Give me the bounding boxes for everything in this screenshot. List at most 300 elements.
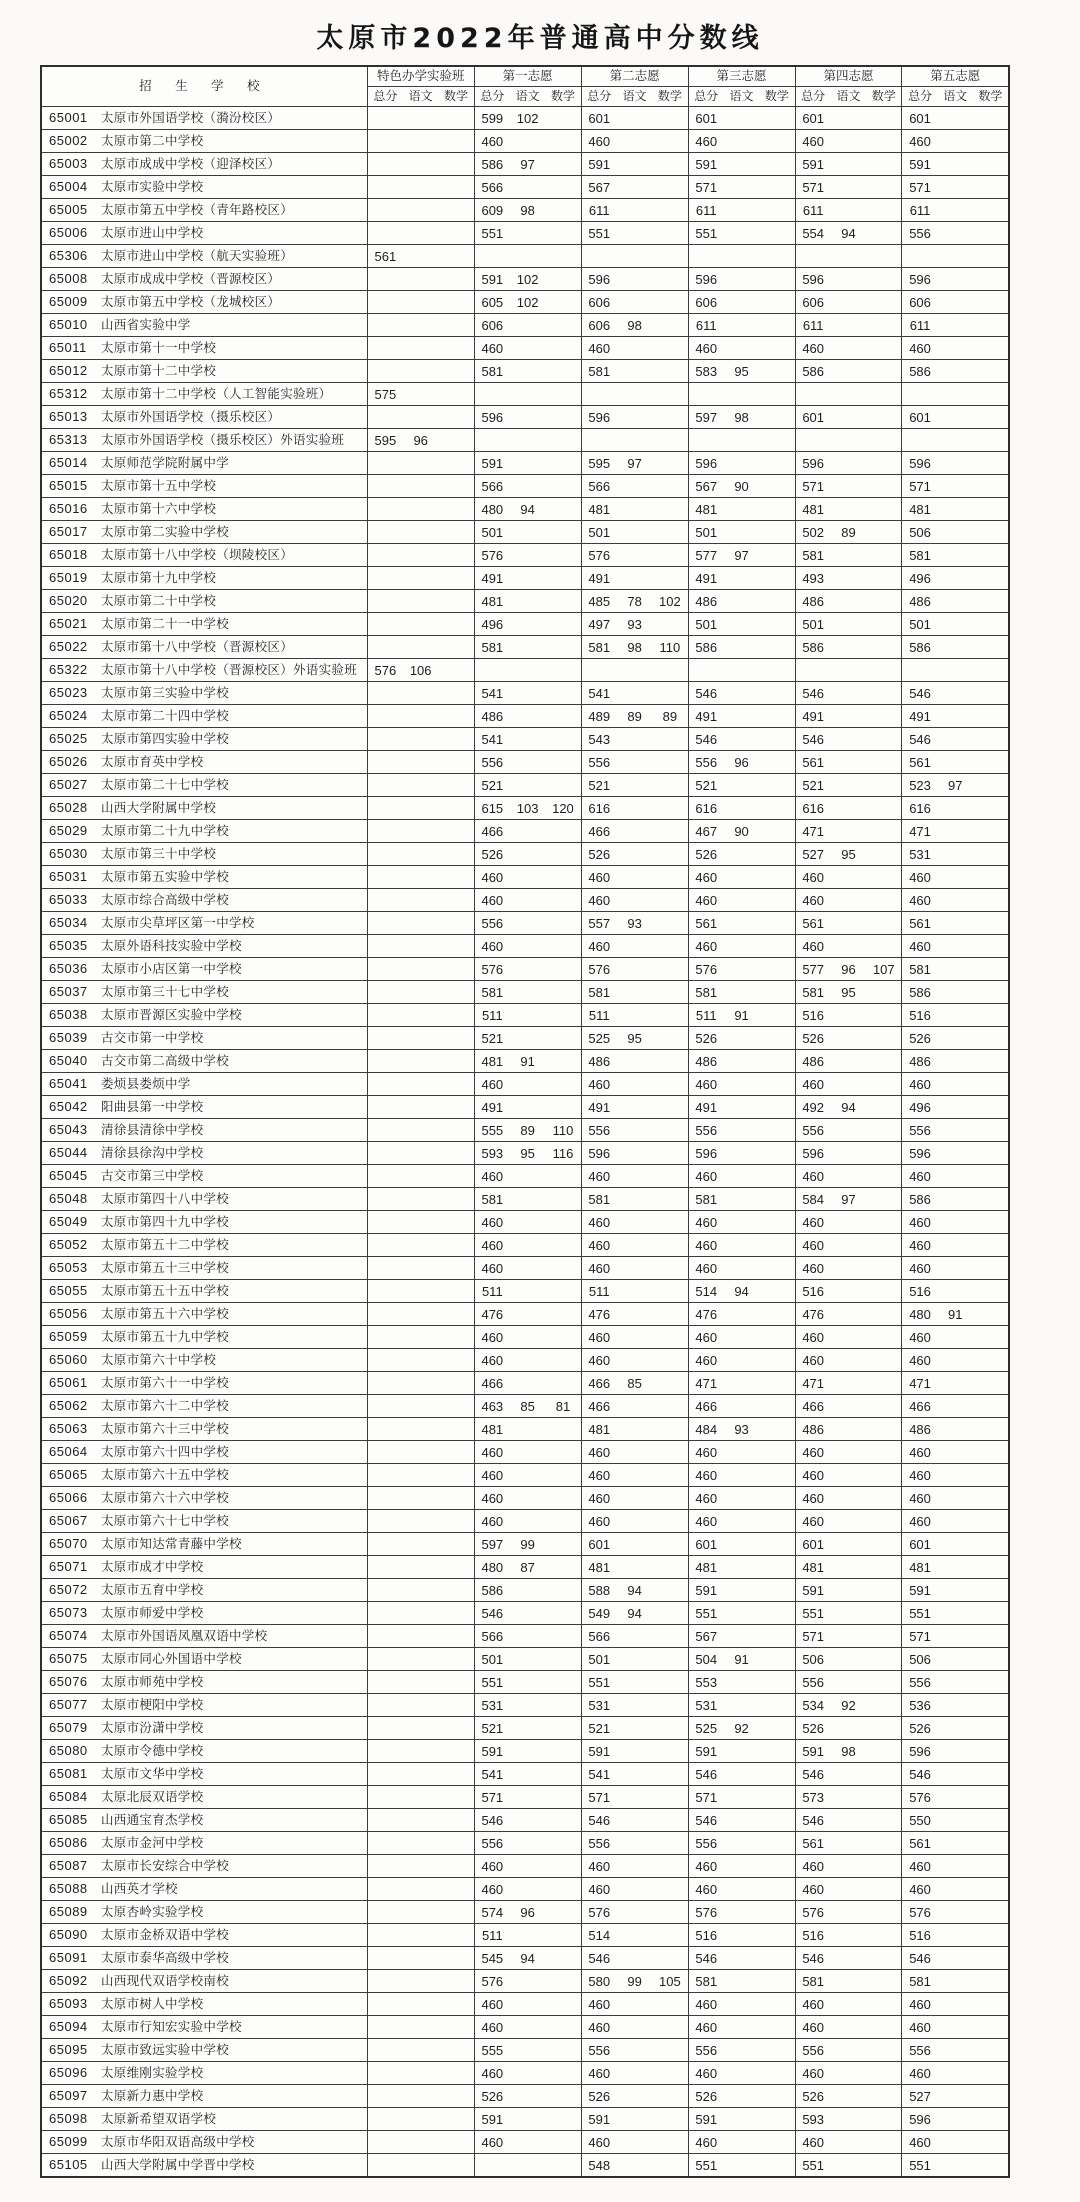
score-group-cell [688,1786,795,1809]
score-value: 497 [588,616,611,632]
score-value: 460 [909,869,931,885]
school-cell [41,1740,367,1763]
score-group-cell [795,429,902,452]
score-group-cell [688,1487,795,1510]
score-value: 580 [588,1973,611,1989]
score-value: 526 [802,1720,825,1736]
score-group-cell [795,2062,902,2085]
school-name: 太原市第四十八中学校 [101,1192,230,1206]
score-group-cell [581,1878,688,1901]
score-group-cell [474,199,581,222]
score-group-cell [902,1717,1009,1740]
school-row [41,636,1009,659]
score-group-cell [795,1257,902,1280]
score-group-cell [688,636,795,659]
score-value: 615 [481,800,504,816]
school-row [41,774,1009,797]
score-group-cell [795,1740,902,1763]
score-group-cell [795,1993,902,2016]
score-value: 576 [481,1973,504,1989]
score-value: 97 [841,1191,856,1207]
score-group-cell [581,889,688,912]
score-group-cell [367,1188,474,1211]
score-value: 586 [481,1582,504,1598]
score-value: 576 [695,1904,718,1920]
score-value: 581 [481,984,504,1000]
subcol-label: 语文 [515,89,540,103]
score-group-cell [367,1510,474,1533]
score-value: 481 [481,1053,504,1069]
score-group-cell [902,268,1009,291]
score-value: 460 [695,1329,718,1345]
school-name: 太原市长安综合中学校 [101,1859,230,1873]
score-group-cell [795,1211,902,1234]
group-header: 第一志愿 [474,66,581,87]
score-value: 571 [802,1628,825,1644]
score-group-cell [902,1763,1009,1786]
score-group-cell [902,797,1009,820]
score-value: 596 [695,271,718,287]
score-group-cell [902,337,1009,360]
score-group-cell [902,1671,1009,1694]
score-value: 460 [695,340,718,356]
score-group-cell [474,1694,581,1717]
score-group-cell [367,1165,474,1188]
score-group-cell [367,2108,474,2131]
school-cell [41,774,367,797]
score-value: 575 [374,386,397,402]
score-value: 460 [588,1996,611,2012]
score-group-cell [688,291,795,314]
score-group-cell [367,1464,474,1487]
score-group-cell [474,1648,581,1671]
score-group-cell [795,1648,902,1671]
score-group-cell [688,475,795,498]
school-row [41,1717,1009,1740]
school-name: 清徐县徐沟中学校 [101,1146,204,1160]
score-group-cell [902,1740,1009,1763]
school-code: 65018 [49,547,88,562]
score-group-cell [367,1924,474,1947]
score-value: 591 [802,1582,825,1598]
score-group-cell [367,981,474,1004]
score-value: 460 [481,1996,504,2012]
score-value: 526 [909,1030,931,1046]
score-group-cell [474,1234,581,1257]
school-name: 太原市进山中学校 [101,226,204,240]
score-group-cell [581,2016,688,2039]
school-name: 太原市第二实验中学校 [101,525,230,539]
score-group-cell [367,291,474,314]
score-value: 551 [481,1674,504,1690]
school-code: 65064 [49,1444,88,1459]
score-value: 504 [695,1651,718,1667]
score-value: 591 [695,1743,718,1759]
score-value: 463 [481,1398,504,1414]
score-value: 476 [588,1306,611,1322]
score-group-cell [474,1349,581,1372]
score-group-cell [795,1119,902,1142]
score-value: 460 [481,1352,504,1368]
score-group-cell [474,383,581,406]
score-group-cell [902,1556,1009,1579]
score-value: 95 [520,1145,535,1161]
score-group-cell [581,1694,688,1717]
school-name: 太原市第二十四中学校 [101,709,230,723]
score-value: 460 [909,1329,931,1345]
score-value: 460 [802,2019,825,2035]
score-value: 501 [481,1651,504,1667]
score-value: 90 [734,478,749,494]
score-value: 556 [481,1835,504,1851]
score-value: 546 [588,1812,611,1828]
score-value: 501 [481,524,504,540]
score-group-cell [795,751,902,774]
score-group-cell [474,1096,581,1119]
score-group-cell [474,1004,581,1027]
score-value: 591 [802,1743,825,1759]
score-group-cell [367,429,474,452]
score-group-cell [688,1993,795,2016]
score-value: 96 [734,754,749,770]
score-value: 596 [695,455,718,471]
score-value: 486 [695,593,718,609]
school-cell [41,843,367,866]
score-group-cell [581,337,688,360]
score-value: 606 [588,317,611,333]
school-row [41,590,1009,613]
school-name: 太原市第五十二中学校 [101,1238,230,1252]
score-value: 601 [909,409,931,425]
school-name: 太原外语科技实验中学校 [101,939,242,953]
score-group-cell [902,314,1009,337]
score-group-cell [581,2085,688,2108]
school-cell [41,659,367,682]
score-group-cell [474,751,581,774]
score-group-cell [474,1786,581,1809]
score-group-cell [581,751,688,774]
school-row [41,2062,1009,2085]
school-code: 65016 [49,501,88,516]
score-group-cell [367,1786,474,1809]
score-group-cell [902,2039,1009,2062]
score-value: 94 [627,1605,642,1621]
score-value: 546 [802,685,825,701]
score-group-cell [688,1878,795,1901]
score-value: 581 [802,547,825,563]
score-group-cell [581,521,688,544]
school-cell [41,1947,367,1970]
school-code: 65077 [49,1697,88,1712]
school-code: 65060 [49,1352,88,1367]
score-group-cell [688,268,795,291]
subcol-label: 总分 [801,89,826,103]
score-value: 586 [909,984,931,1000]
score-group-cell [581,613,688,636]
score-group-cell [902,590,1009,613]
score-value: 484 [695,1421,718,1437]
school-code: 65041 [49,1076,88,1091]
score-value: 460 [481,1490,504,1506]
school-name: 太原市第二十九中学校 [101,824,230,838]
score-group-cell [795,1096,902,1119]
score-group-cell [902,2154,1009,2178]
score-group-cell [581,1533,688,1556]
school-cell [41,1464,367,1487]
score-value: 546 [695,685,718,701]
score-group-cell [902,1050,1009,1073]
score-value: 466 [588,823,611,839]
score-group-cell [581,1073,688,1096]
school-cell [41,1142,367,1165]
score-value: 107 [872,961,895,977]
school-name: 太原市同心外国语中学校 [101,1652,242,1666]
score-group-cell [902,475,1009,498]
score-group-cell [688,1257,795,1280]
score-value: 481 [588,1559,611,1575]
score-value: 551 [481,225,504,241]
school-row [41,1257,1009,1280]
school-row [41,337,1009,360]
score-group-cell [902,912,1009,935]
school-cell [41,1257,367,1280]
score-value: 577 [695,547,718,563]
school-code: 65037 [49,984,88,999]
score-value: 611 [909,317,931,333]
school-row [41,291,1009,314]
score-value: 91 [734,1007,749,1023]
school-name: 古交市第一中学校 [101,1031,204,1045]
score-value: 550 [909,1812,931,1828]
score-group-cell [795,1763,902,1786]
school-code: 65066 [49,1490,88,1505]
school-row [41,107,1009,130]
score-value: 486 [802,593,825,609]
school-cell [41,912,367,935]
score-value: 526 [588,846,611,862]
score-value: 591 [588,156,611,172]
school-cell [41,1119,367,1142]
school-row [41,1625,1009,1648]
school-name: 太原市第五中学校（龙城校区） [101,295,281,309]
score-value: 601 [695,1536,718,1552]
score-value: 501 [588,1651,611,1667]
score-value: 521 [481,1720,504,1736]
score-value: 460 [909,1214,931,1230]
score-value: 555 [481,1122,504,1138]
score-group-cell [367,153,474,176]
school-row [41,935,1009,958]
score-value: 571 [802,179,825,195]
score-group-cell [688,958,795,981]
score-value: 584 [802,1191,825,1207]
score-group-cell [474,1188,581,1211]
score-value: 546 [695,1766,718,1782]
score-value: 85 [627,1375,642,1391]
school-code: 65024 [49,708,88,723]
score-group-cell [581,1119,688,1142]
group-header: 第四志愿 [795,66,902,87]
score-group-cell [902,1993,1009,2016]
score-value: 99 [627,1973,642,1989]
score-group-cell [688,1372,795,1395]
school-code: 65096 [49,2065,88,2080]
school-cell [41,981,367,1004]
score-group-cell [688,1188,795,1211]
group-header: 第二志愿 [581,66,688,87]
score-value: 460 [909,892,931,908]
school-cell [41,452,367,475]
school-cell [41,1809,367,1832]
score-value: 571 [909,1628,931,1644]
school-row [41,1096,1009,1119]
score-group-cell [795,176,902,199]
score-group-cell [474,1855,581,1878]
school-cell [41,935,367,958]
score-value: 460 [802,892,825,908]
score-value: 516 [909,1927,931,1943]
school-name: 太原市第三十中学校 [101,847,217,861]
score-value: 511 [481,1007,503,1023]
score-value: 551 [588,1674,611,1690]
score-value: 616 [588,800,611,816]
school-cell [41,728,367,751]
school-code: 65045 [49,1168,88,1183]
school-row [41,1188,1009,1211]
score-group-cell [474,636,581,659]
school-row [41,705,1009,728]
score-group-cell [581,1165,688,1188]
school-code: 65022 [49,639,88,654]
school-cell [41,1211,367,1234]
score-value: 481 [695,501,718,517]
school-code: 65089 [49,1904,88,1919]
score-value: 97 [734,547,749,563]
subcol-header [795,87,902,107]
school-name: 太原市晋源区实验中学校 [101,1008,242,1022]
score-value: 471 [909,823,931,839]
score-group-cell [367,659,474,682]
score-group-cell [367,1533,474,1556]
score-group-cell [688,1326,795,1349]
school-row [41,1993,1009,2016]
score-group-cell [795,1625,902,1648]
score-value: 586 [909,639,931,655]
score-group-cell [688,1142,795,1165]
school-cell [41,1602,367,1625]
school-name: 太原市成才中学校 [101,1560,204,1574]
score-group-cell [688,1809,795,1832]
score-group-cell [795,613,902,636]
score-group-cell [367,452,474,475]
score-value: 546 [909,731,931,747]
score-value: 460 [481,1076,504,1092]
score-value: 581 [802,984,825,1000]
school-row [41,314,1009,337]
score-group-cell [902,1303,1009,1326]
score-value: 611 [909,202,931,218]
score-value: 103 [516,800,539,816]
score-value: 596 [588,271,611,287]
score-group-cell [367,1280,474,1303]
score-group-cell [474,1211,581,1234]
school-row [41,1234,1009,1257]
school-name: 太原市第六十四中学校 [101,1445,230,1459]
score-value: 606 [481,317,504,333]
score-group-cell [367,1027,474,1050]
score-value: 616 [695,800,718,816]
school-name: 太原市树人中学校 [101,1997,204,2011]
score-value: 489 [588,708,611,724]
score-group-cell [795,1924,902,1947]
school-name: 太原市金河中学校 [101,1836,204,1850]
score-group-cell [688,429,795,452]
score-group-cell [688,1717,795,1740]
score-value: 460 [802,133,825,149]
score-group-cell [581,1648,688,1671]
score-value: 546 [481,1812,504,1828]
school-row [41,1119,1009,1142]
school-code: 65053 [49,1260,88,1275]
school-cell [41,291,367,314]
score-value: 576 [481,547,504,563]
school-row [41,176,1009,199]
score-group-cell [902,1418,1009,1441]
school-code: 65306 [49,248,88,263]
school-code: 65010 [49,317,88,332]
score-value: 609 [481,202,504,218]
score-group-cell [367,1763,474,1786]
score-group-cell [474,1464,581,1487]
school-row [41,2131,1009,2154]
score-value: 516 [802,1927,825,1943]
score-group-cell [474,1740,581,1763]
school-name: 阳曲县第一中学校 [101,1100,204,1114]
score-value: 466 [909,1398,931,1414]
score-group-cell [474,1625,581,1648]
score-value: 471 [909,1375,931,1391]
score-value: 601 [588,1536,611,1552]
score-group-cell [474,866,581,889]
score-value: 90 [734,823,749,839]
score-value: 567 [695,478,718,494]
school-name: 太原市第十六中学校 [101,502,217,516]
score-group-cell [902,2062,1009,2085]
score-group-cell [474,1418,581,1441]
school-name: 太原市梗阳中学校 [101,1698,204,1712]
score-value: 531 [588,1697,611,1713]
score-group-cell [474,1533,581,1556]
score-value: 460 [481,1214,504,1230]
score-group-cell [367,705,474,728]
score-value: 556 [909,1122,931,1138]
group-header: 特色办学实验班 [367,66,474,87]
score-value: 466 [588,1375,611,1391]
score-group-cell [795,107,902,130]
score-group-cell [367,1855,474,1878]
score-group-cell [795,1441,902,1464]
school-cell [41,567,367,590]
score-value: 606 [909,294,931,310]
score-group-cell [902,728,1009,751]
score-group-cell [581,383,688,406]
score-group-cell [688,222,795,245]
school-code: 65059 [49,1329,88,1344]
score-group-cell [795,245,902,268]
score-group-cell [474,935,581,958]
score-value: 596 [588,409,611,425]
school-name: 古交市第二高级中学校 [101,1054,230,1068]
